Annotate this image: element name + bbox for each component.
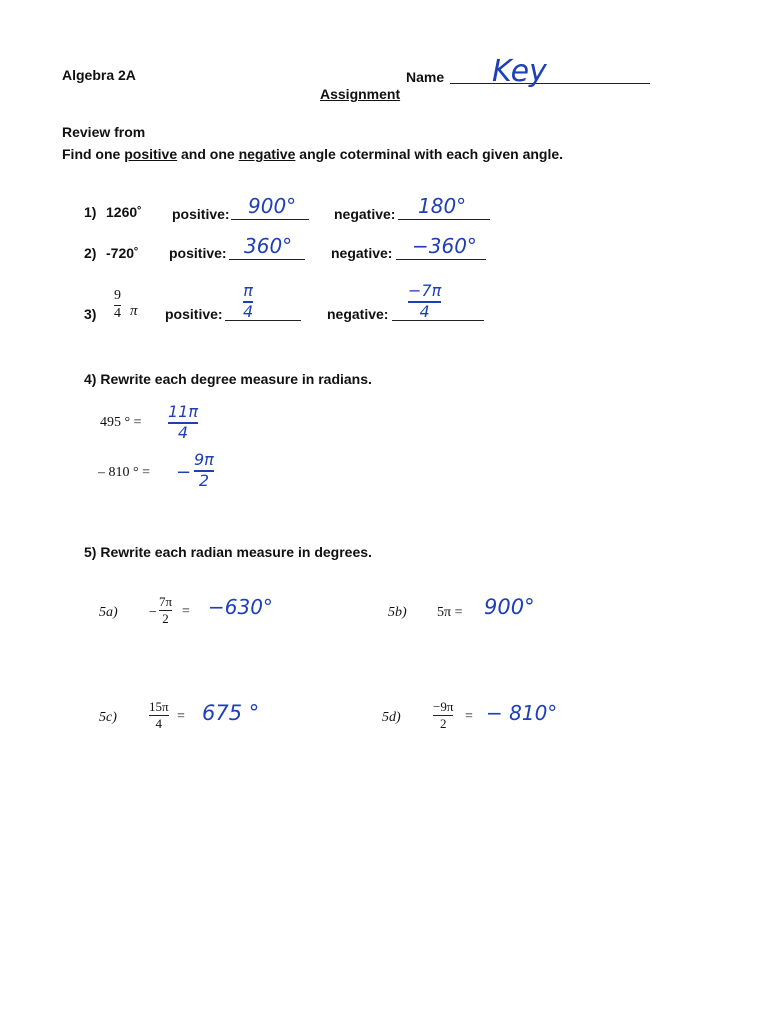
name-label: Name — [406, 69, 445, 85]
problem-1-positive-label: positive: — [172, 206, 230, 222]
section-4-item-2-expr: – 810 ° = — [98, 465, 150, 480]
name-line — [450, 83, 650, 84]
section-4-item-1-answer — [168, 404, 198, 442]
problem-2-positive-label: positive: — [169, 245, 227, 261]
problem-3-negative-answer — [408, 283, 441, 321]
item-5a-fraction — [159, 595, 172, 625]
item-5a-equals: = — [182, 604, 190, 619]
fraction-denominator: 4 — [114, 305, 121, 321]
instructions-part: angle coterminal with each given angle. — [295, 146, 564, 162]
problem-1-positive-answer: 900° — [248, 194, 297, 218]
item-5d-equals: = — [465, 709, 473, 724]
course-title: Algebra 2A — [62, 67, 136, 83]
section-5-title: 5) Rewrite each radian measure in degrees. — [84, 544, 372, 560]
item-5d-answer: − 810° — [486, 701, 558, 725]
problem-3-angle-fraction — [114, 289, 121, 321]
item-5d-label: 5d) — [382, 710, 401, 725]
problem-3-number: 3) — [84, 306, 97, 322]
assignment-title: Assignment — [320, 86, 401, 102]
problem-1-number: 1) — [84, 204, 97, 220]
fraction-numerator: 9 — [114, 288, 121, 303]
fraction-numerator: 11π — [168, 402, 198, 421]
review-from-label: Review from — [62, 124, 146, 140]
problem-1-negative-label: negative: — [334, 206, 396, 222]
item-5c-fraction — [149, 700, 169, 730]
problem-2-positive-blank — [229, 259, 305, 260]
problem-3-negative-label: negative: — [327, 306, 389, 322]
problem-2-positive-answer: 360° — [244, 234, 293, 258]
item-5a-sign: − — [149, 605, 157, 620]
section-4-item-2-answer — [194, 452, 214, 490]
fraction-numerator: −7π — [408, 281, 442, 300]
section-4-item-1-expr: 495 ° = — [100, 415, 142, 430]
fraction-numerator: 9π — [194, 450, 214, 469]
item-5b-expr: 5π = — [437, 605, 463, 620]
item-5a-label: 5a) — [99, 605, 118, 620]
fraction-denominator: 4 — [419, 301, 430, 321]
instructions-negative: negative — [238, 146, 296, 162]
fraction-numerator: 7π — [159, 594, 173, 609]
fraction-denominator: 2 — [439, 715, 447, 731]
item-5b-answer: 900° — [484, 595, 535, 619]
problem-3-positive-answer — [243, 283, 253, 321]
problem-3-pi: π — [130, 303, 138, 319]
fraction-denominator: 4 — [155, 715, 163, 731]
instructions-part: and one — [177, 146, 239, 162]
instructions-positive: positive — [124, 146, 178, 162]
fraction-denominator: 4 — [177, 422, 189, 442]
problem-2-negative-answer: −360° — [412, 234, 477, 258]
problem-3-positive-blank — [225, 320, 301, 321]
section-4-title: 4) Rewrite each degree measure in radians. — [84, 371, 372, 387]
fraction-numerator: π — [243, 281, 253, 300]
problem-1-positive-blank — [231, 219, 309, 220]
fraction-denominator: 4 — [243, 301, 254, 321]
instructions-part: Find one — [62, 146, 125, 162]
item-5c-label: 5c) — [99, 710, 117, 725]
item-5c-equals: = — [177, 709, 185, 724]
problem-2-number: 2) — [84, 245, 97, 261]
item-5c-answer: 675 ° — [202, 701, 260, 725]
problem-1-negative-blank — [398, 219, 490, 220]
fraction-numerator: −9π — [433, 699, 454, 714]
problem-1-angle: 1260˚ — [106, 204, 142, 220]
item-5b-label: 5b) — [388, 605, 407, 620]
section-4-item-2-sign: − — [176, 462, 192, 483]
item-5d-fraction — [433, 700, 453, 730]
problem-1-negative-answer: 180° — [418, 194, 467, 218]
item-5a-answer: −630° — [208, 595, 273, 619]
instructions-text — [62, 146, 563, 162]
fraction-numerator: 15π — [149, 699, 169, 714]
problem-3-positive-label: positive: — [165, 306, 223, 322]
problem-2-negative-label: negative: — [331, 245, 393, 261]
problem-2-negative-blank — [396, 259, 486, 260]
fraction-denominator: 2 — [162, 610, 169, 626]
fraction-denominator: 2 — [198, 470, 209, 490]
problem-2-angle: -720˚ — [106, 245, 139, 261]
name-handwritten: Key — [492, 54, 547, 89]
